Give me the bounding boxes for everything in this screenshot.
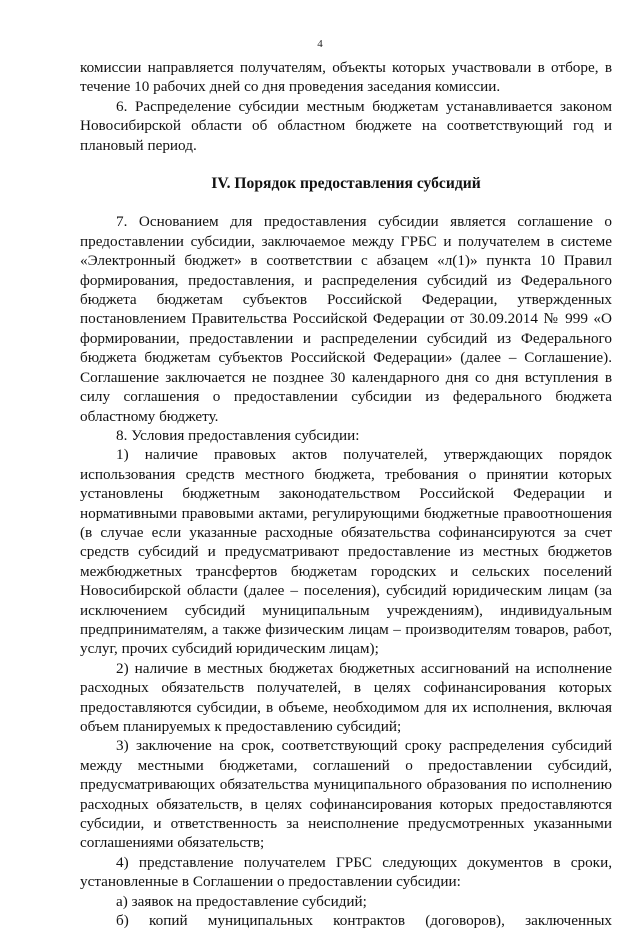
paragraph-8-item-3: 3) заключение на срок, соответствующий сроку распределения субсидий между местными бюджетами, соглашений о предоставлении субсидий, предусматривающих обязательства муниципального образования по исполнению расходных обязательств, в целях софинансирования которых предоставляются субсидии, и ответственность за неисполнение предусмотренных указанными соглашениями обязательств; (80, 737, 612, 852)
section-heading-iv: IV. Порядок предоставления субсидий (211, 175, 481, 193)
page-number: 4 (317, 38, 323, 50)
paragraph-7-basis: 7. Основанием для предоставления субсидии является соглашение о предоставлении субсидии, заключаемое между ГРБС и получателем в системе «Электронный бюджет» в соответствии с абзацем «л(1)» пункта 10 Правил формирования, предоставления, и распределения субсидий из Федерального бюджета бюджетам субъектов Российской Федерации, утвержденных постановлением Правительства Российской Федерации от 30.09.2014 № 999 «О формировании, предоставлении и распределении субсидий из Федерального бюджета бюджетам субъектов Российской Федерации» (далее – Соглашение). Соглашение заключается не позднее 30 календарного дня со дня вступления в силу соглашения о предоставлении субсидии из федерального бюджета областному бюджету. (80, 213, 612, 425)
paragraph-commission-notice: комиссии направляется получателям, объекты которых участвовали в отборе, в течение 10 рабочих дней со дня проведения заседания комиссии. (80, 59, 612, 96)
paragraph-8-conditions: 8. Условия предоставления субсидии: (116, 426, 360, 444)
paragraph-8-item-4: 4) представление получателем ГРБС следующих документов в сроки, установленные в Соглашении о предоставлении субсидии: (80, 853, 612, 891)
paragraph-6-distribution: 6. Распределение субсидии местным бюджетам устанавливается законом Новосибирской области об областном бюджете на соответствующий год и плановый период. (80, 97, 612, 154)
paragraph-8-item-4b: б) копий муниципальных контрактов (договоров), заключенных (116, 912, 612, 930)
paragraph-8-item-1: 1) наличие правовых актов получателей, утверждающих порядок использования средств местного бюджета, требования о принятии которых установлены бюджетным законодательством Российской Федерации и нормативными правовыми актами, регулирующими бюджетные правоотношения (в случае если указанные расходные обязательства софинансируются за счет средств субсидий и предусматривают предоставление из местных бюджетов межбюджетных трансфертов бюджетам городских и сельских поселений Новосибирской области (далее – поселения), субсидий юридическим лицам (за исключением субсидий муниципальным учреждениям), индивидуальным предпринимателям, а также физическим лицам – производителям товаров, работ, услуг, прочих субсидий юридическим лицам); (80, 446, 612, 658)
paragraph-8-item-2: 2) наличие в местных бюджетах бюджетных ассигнований на исполнение расходных обязательств получателей, в целях софинансирования которых предоставляются субсидии, в объеме, необходимом для их исполнения, включая объем планируемых к предоставлению субсидий; (80, 659, 612, 735)
paragraph-8-item-4a: а) заявок на предоставление субсидий; (116, 892, 367, 910)
document-body (80, 58, 612, 930)
